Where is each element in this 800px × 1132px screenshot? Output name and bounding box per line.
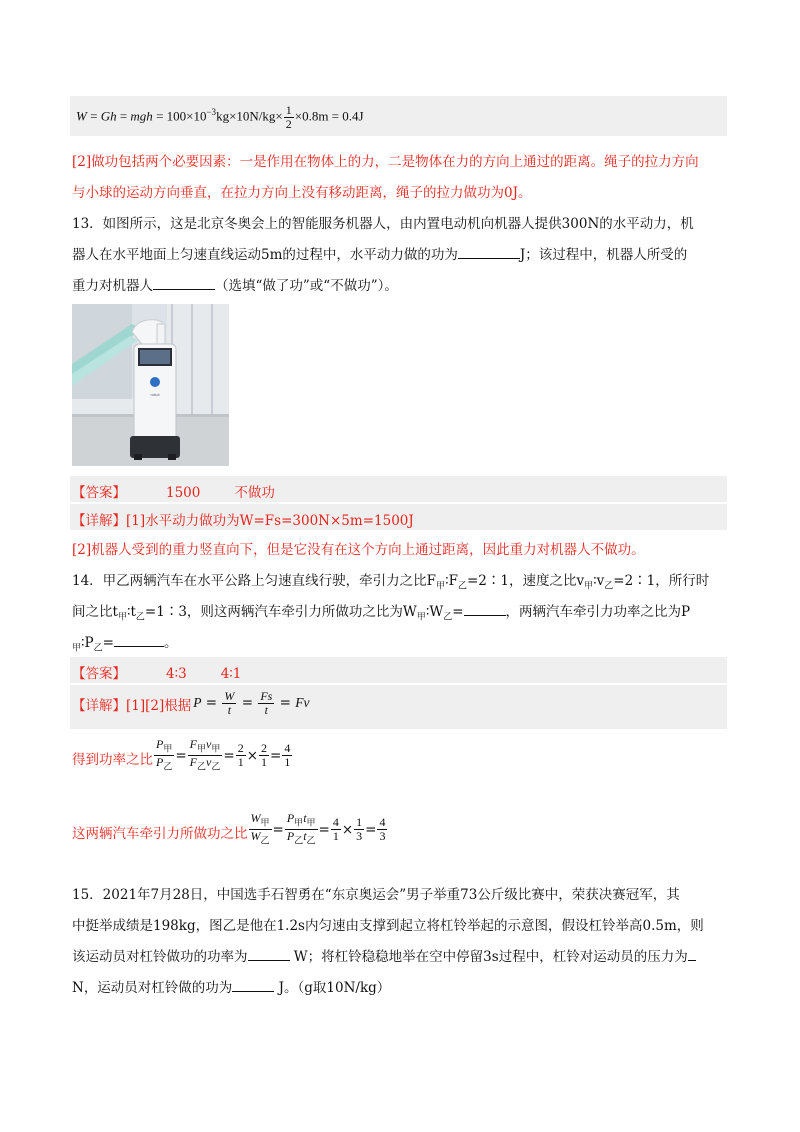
svg-text:robot: robot: [150, 392, 160, 397]
q15-line4: N，运动员对杠铃做的功为 J。（g取10N/kg）: [72, 980, 391, 996]
q15-line1: 15．2021年7月28日，中国选手石智勇在“东京奥运会”男子举重73公斤级比赛中，荣获决赛冠军，其: [72, 887, 680, 903]
q13-detail: [72, 509, 414, 529]
prev-detail-line1: [2]做功包括两个必要因素：一是作用在物体上的力，二是物体在力的方向上通过的距离。绳子的拉力方向: [72, 154, 699, 170]
q15-line3: 该运动员对杠铃做功的功率为 W；将杠铃稳稳地举在空中停留3s过程中，杠铃对运动员的压力为: [72, 945, 696, 965]
half-fraction: $\frac{1}{2}$: [285, 103, 292, 131]
q13-answer-2: 不做功: [234, 485, 275, 501]
q13-blank2: [153, 277, 215, 290]
q14-line2: 间之比$t_甲∶t_乙=1∶3$，则这两辆汽车牵引力所做功之比为$W_甲∶W_乙=$ ，两辆汽车牵引力功率之比为P: [72, 604, 691, 623]
work-ratio-formula: $\frac{W_甲}{W_乙}$ = $\frac{P_甲t_甲}{P_乙t_乙}$ = $\frac{4}{1}$ × $\frac{1}{3}$ = $\frac{4}{3}$: [250, 811, 386, 846]
work-ratio: 这两辆汽车牵引力所做功之比 $\frac{W_甲}{W_乙}$ = $\frac{P_甲t_甲}{P_乙t_乙}$ = $\frac{4}{1}$ × $\frac{1}{3}$ = $\frac{4}{3}$: [72, 812, 388, 848]
q14-line1: 14．甲乙两辆汽车在水平公路上匀速直线行驶，牵引力之比$F_甲∶F_乙=2∶1$，速度之比$v_甲∶v_乙=2∶1$，所行时: [72, 573, 710, 592]
q13-line1: 13．如图所示，这是北京冬奥会上的智能服务机器人，由内置电动机向机器人提供300N的水平动力，机: [72, 216, 694, 232]
top-formula: W = Gh = mgh = $100\times 10^{-3}kg\times 10N/kg\times$ $\frac{1}{2}$ ×0.8m = 0.4J: [76, 103, 364, 131]
power-formula: P = $\frac{W}{t}$ = $\frac{Fs}{t}$ = Fv: [193, 689, 310, 717]
q14-answer: [72, 662, 241, 682]
q14-line3: $_甲∶P_乙=$ 。: [72, 635, 178, 654]
answer-label: 【答案】: [72, 485, 126, 501]
q15-line2: 中挺举成绩是198kg，图乙是他在1.2s内匀速由支撑到起立将杠铃举起的示意图，假设杠铃举高0.5m，则: [72, 918, 704, 934]
q14-answer-2: 4∶1: [220, 666, 242, 682]
q13-line2: 器人在水平地面上匀速直线运动5m的过程中，水平动力做的功为 J；该过程中，机器人所受的: [72, 247, 688, 263]
q13-blank1: [458, 246, 520, 259]
answer-label: 【答案】: [72, 666, 126, 682]
robot-illustration: [72, 304, 229, 466]
power-ratio-formula: $\frac{P_甲}{P_乙}$ = $\frac{F_甲v_甲}{F_乙v_乙}$ = $\frac{2}{1}$ × $\frac{2}{1}$ = $\frac{4}{1}$: [156, 737, 291, 772]
q13-line3: 重力对机器人 （选填“做了功”或“不做功”）。: [72, 278, 398, 294]
q14-detail: 【详解】 [1][2]根据 P = $\frac{W}{t}$ = $\frac{Fs}{t}$ = Fv: [72, 689, 310, 717]
q13-answer-1: 1500: [166, 485, 201, 501]
q13-detail-text: [1]水平动力做功为W=Fs=300N×5m=1500J: [126, 513, 414, 529]
q13-detail2: [2]机器人受到的重力竖直向下，但是它没有在这个方向上通过距离，因此重力对机器人不做功。: [72, 542, 645, 558]
prev-detail-line2: 与小球的运动方向垂直，在拉力方向上没有移动距离，绳子的拉力做功为0J。: [72, 185, 532, 201]
exponent: −3: [206, 107, 217, 118]
q15-blank2: [688, 948, 696, 961]
power-ratio: 得到功率之比 $\frac{P_甲}{P_乙}$ = $\frac{F_甲v_甲}{F_乙v_乙}$ = $\frac{2}{1}$ × $\frac{2}{1}$ = $\frac{4}{1}$: [72, 738, 293, 774]
detail-label: 【详解】: [72, 697, 126, 714]
q14-blank1: [464, 603, 506, 616]
q13-answer: [72, 481, 275, 501]
q14-answer-1: 4∶3: [166, 666, 187, 682]
q15-blank3: [232, 979, 274, 992]
robot-photo: [72, 304, 229, 466]
detail-label: 【详解】: [72, 513, 126, 529]
q15-blank1: [248, 948, 290, 961]
q14-blank2: [114, 634, 164, 647]
